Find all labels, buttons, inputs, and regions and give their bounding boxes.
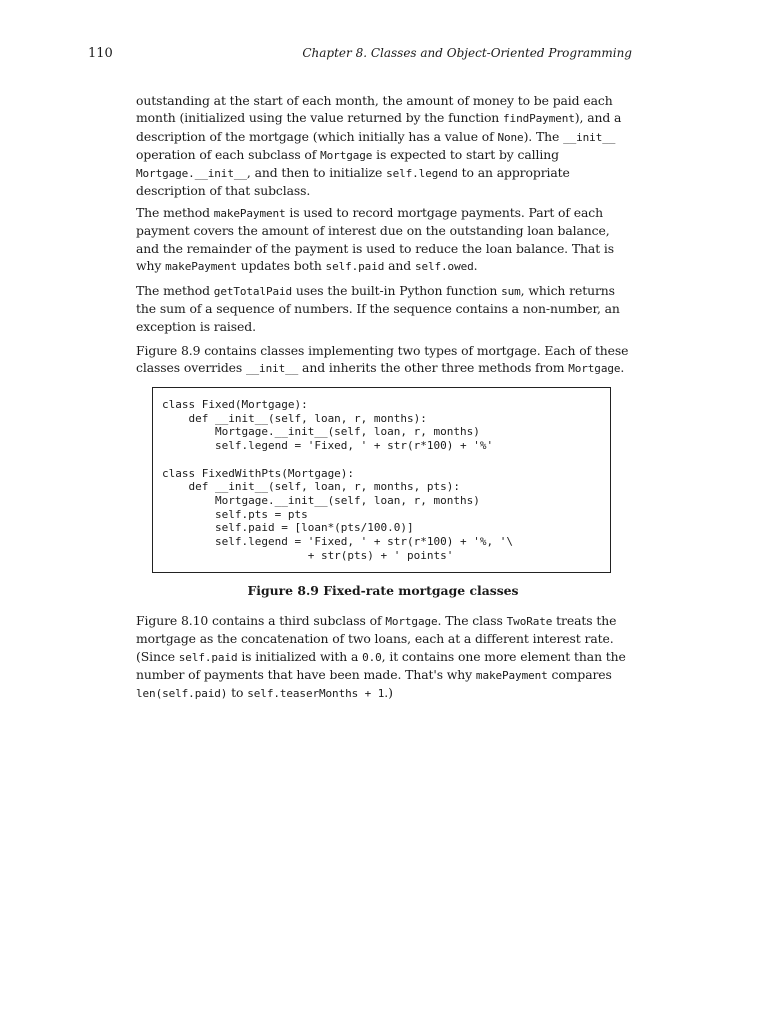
text-run: , and then to initialize: [246, 165, 387, 181]
text-run: ). The: [523, 128, 564, 144]
text-run: to: [227, 685, 248, 701]
inline-code: Mortgage: [385, 615, 438, 628]
paragraph-two-rate: [136, 612, 630, 702]
text-run: Figure 8.10 contains a third subclass of: [136, 613, 386, 628]
paragraph-text: [136, 92, 630, 200]
paragraph-text: [136, 204, 630, 275]
inline-code: TwoRate: [506, 615, 553, 628]
inline-code: self.teaserMonths + 1: [247, 687, 385, 701]
text-run: . The class: [437, 613, 507, 628]
inline-code: makePayment: [165, 259, 237, 273]
text-run: The method: [136, 283, 214, 298]
paragraph-init-description: [136, 92, 630, 200]
inline-code: len(self.paid): [136, 687, 228, 701]
inline-code: None: [497, 130, 524, 144]
paragraph-text: [136, 612, 630, 702]
inline-code: makePayment: [475, 668, 548, 682]
text-run: outstanding at the start of each month, the amount of money to be paid each month (initialized using the value returned by the function: [136, 93, 613, 126]
page-number: 110: [88, 46, 113, 61]
text-run: and inherits the other three methods from: [298, 360, 569, 376]
chapter-title: Chapter 8. Classes and Object-Oriented Programming: [302, 46, 632, 60]
inline-code: self.legend: [386, 167, 458, 181]
text-run: is initialized with a: [237, 648, 363, 664]
text-run: ), and a description of the mortgage (which initially has a value of: [136, 110, 622, 144]
page-header: [88, 46, 632, 66]
inline-code: __init__: [563, 130, 616, 144]
text-run: .): [384, 685, 393, 701]
figure-caption: Figure 8.9 Fixed-rate mortgage classes: [247, 583, 519, 598]
text-run: treats the mortgage as the concatenation of two loans, each at a different interest rate. (Since: [136, 613, 617, 664]
inline-code: makePayment: [213, 207, 286, 220]
text-run: Figure 8.9 contains classes implementing two types of mortgage. Each of these classes overrides: [136, 343, 629, 376]
text-run: , which returns the sum of a sequence of numbers. If the sequence contains a non-number, an exception is raised.: [136, 283, 620, 334]
text-run: is used to record mortgage payments. Part of each payment covers the amount of interest due on the outstanding loan balance, and the remainder of the payment is used to reduce the loan balance. That is why: [136, 205, 615, 273]
text-run: uses the built-in Python function: [292, 283, 502, 298]
inline-code: self.paid: [325, 259, 385, 273]
text-run: .: [473, 257, 478, 273]
inline-code: sum: [501, 285, 521, 298]
text-run: updates both: [236, 257, 326, 273]
inline-code: findPayment: [503, 112, 575, 126]
text-run: is expected to start by calling: [372, 146, 559, 162]
inline-code: Mortgage: [320, 148, 373, 162]
paragraph-get-total-paid: [136, 282, 630, 335]
inline-code: self.owed: [414, 259, 474, 273]
code-listing: class Fixed(Mortgage): def __init__(self, loan, r, months): Mortgage.__init__(self, loan, r, months) self.legend = 'Fixed, ' + str(r*100) + '%' class FixedWithPts(Mortgage): def __init__(self, loan, r, months, pts): Mortgage.__init__(self, loan, r, months) self.pts = pts self.paid = [loan*(pts/100.0)] self.legend = 'Fixed, ' + str(r*100) + '%, '\ + str(pts) + ' points': [162, 398, 513, 562]
inline-code: getTotalPaid: [213, 285, 293, 298]
inline-code: self.paid: [178, 650, 238, 664]
inline-code: __init__: [246, 362, 299, 376]
text-run: The method: [136, 205, 214, 220]
inline-code: 0.0: [362, 650, 382, 664]
text-run: compares: [547, 666, 612, 682]
paragraph-figure-intro: [136, 342, 630, 378]
paragraph-make-payment: [136, 204, 630, 275]
paragraph-text: [136, 342, 630, 378]
inline-code: Mortgage.__init__: [136, 167, 247, 181]
text-run: operation of each subclass of: [136, 146, 321, 162]
text-run: , it contains one more element than the number of payments that have been made. That's why: [136, 648, 626, 682]
inline-code: Mortgage: [568, 362, 621, 376]
code-figure-box: [152, 387, 611, 573]
text-run: and: [384, 257, 415, 273]
paragraph-text: [136, 282, 630, 335]
text-run: to an appropriate description of that subclass.: [136, 165, 570, 199]
text-run: .: [620, 360, 625, 376]
